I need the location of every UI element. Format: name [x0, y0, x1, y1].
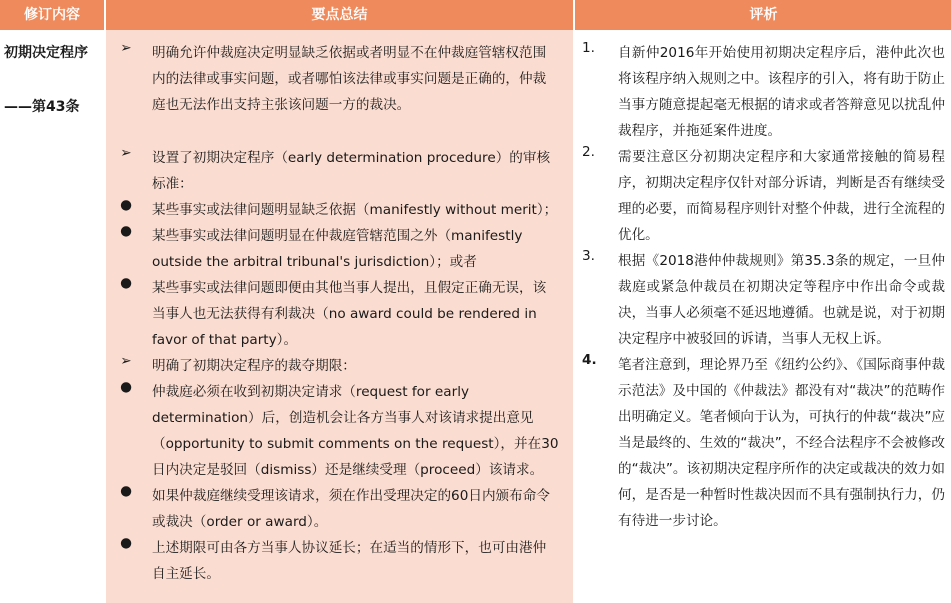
dot-bullet-icon: ● — [120, 275, 132, 291]
header-commentary: 评析 — [749, 7, 778, 23]
dot-bullet-icon: ● — [120, 535, 132, 551]
dot-bullet-icon: ● — [120, 223, 132, 239]
key-points-cell — [106, 30, 573, 603]
note-number: 4. — [582, 352, 597, 368]
table-header — [0, 0, 951, 30]
point-text: 设置了初期决定程序（early determination procedure）的审核标准： — [152, 150, 551, 192]
commentary-cell — [576, 30, 951, 603]
header-divider — [104, 0, 106, 30]
note-text: 根据《2018港仲仲裁规则》第35.3条的规定，一旦仲裁庭或紧急仲裁员在初期决定等程序中作出命令或裁决，当事人必须毫不延迟地遵循。也就是说，对于初期决定程序中被驳回的诉请，当事人无权上诉。 — [618, 253, 945, 347]
dot-bullet-icon: ● — [120, 483, 132, 499]
note-text: 自新仲2016年开始使用初期决定程序后，港仲此次也将该程序纳入规则之中。该程序的引入，将有助于防止当事方随意提起毫无根据的请求或者答辩意见以扰乱仲裁程序，并拖延案件进度。 — [618, 45, 945, 139]
note-number: 1. — [582, 40, 595, 56]
point-text: 某些事实或法律问题即便由其他当事人提出，且假定正确无误，该当事人也无法获得有利裁决（no award could be rendered in favor of that party）。 — [152, 280, 547, 348]
dot-bullet-icon: ● — [120, 197, 132, 213]
point-text: 如果仲裁庭继续受理该请求，须在作出受理决定的60日内颁布命令或裁决（order or award）。 — [152, 488, 550, 530]
note-text: 笔者注意到，理论界乃至《纽约公约》、《国际商事仲裁示范法》及中国的《仲裁法》都没有对“裁决”的范畴作出明确定义。笔者倾向于认为，可执行的仲裁“裁决”应当是最终的、生效的“裁决”，不经合法程序不会被修改的“裁决”。该初期决定程序所作的决定或裁决的效力如何，是否是一种暂时性裁决因而不具有强制执行力，仍有待进一步讨论。 — [618, 357, 945, 529]
note-number: 2. — [582, 144, 595, 160]
point-text: 明确了初期决定程序的裁夺期限： — [152, 358, 356, 374]
point-text: 明确允许仲裁庭决定明显缺乏依据或者明显不在仲裁庭管辖权范围内的法律或事实问题，或者哪怕该法律或事实问题是正确的，仲裁庭也无法作出支持主张该问题一方的裁决。 — [152, 45, 547, 113]
revision-cell — [0, 30, 104, 603]
note-text: 需要注意区分初期决定程序和大家通常接触的简易程序，初期决定程序仅针对部分诉请，判断是否有继续受理的必要，而简易程序则针对整个仲裁，进行全流程的优化。 — [618, 149, 945, 243]
revision-title: 初期决定程序 — [4, 45, 88, 61]
arrow-bullet-icon: ➢ — [120, 145, 132, 161]
point-text: 某些事实或法律问题明显在仲裁庭管辖范围之外（manifestly outside the arbitral tribunal's jurisdiction）；或者 — [152, 228, 523, 270]
point-text: 仲裁庭必须在收到初期决定请求（request for early determination）后，创造机会让各方当事人对该请求提出意见（opportunity to submit comments on the request），并在30日内决定是驳回（dismiss）还是继续受理（proceed）该请求。 — [152, 384, 559, 478]
header-key-points: 要点总结 — [311, 7, 368, 23]
point-text: 某些事实或法律问题明显缺乏依据（manifestly without merit）； — [152, 202, 558, 218]
dot-bullet-icon: ● — [120, 379, 132, 395]
note-number: 3. — [582, 248, 595, 264]
arrow-bullet-icon: ➢ — [120, 40, 132, 56]
header-revision-content: 修订内容 — [24, 7, 80, 23]
point-text: 上述期限可由各方当事人协议延长；在适当的情形下，也可由港仲自主延长。 — [152, 540, 547, 582]
revision-article: ——第43条 — [4, 99, 80, 115]
header-divider — [573, 0, 575, 30]
arrow-bullet-icon: ➢ — [120, 353, 132, 369]
